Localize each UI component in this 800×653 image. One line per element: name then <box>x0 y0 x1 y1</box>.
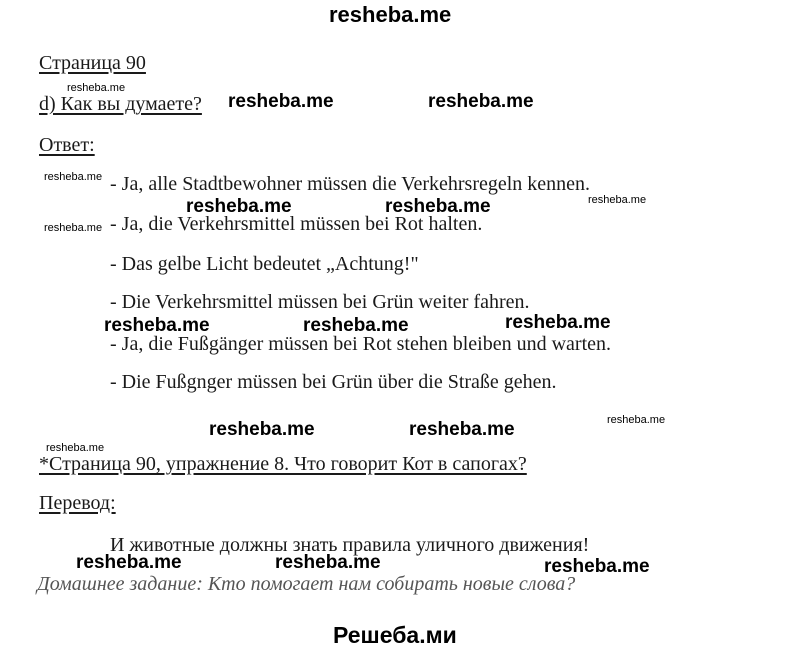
watermark-small: resheba.me <box>44 222 103 234</box>
watermark-big: resheba.me <box>76 552 182 573</box>
watermark-big: resheba.me <box>505 312 611 333</box>
watermark-big: resheba.me <box>228 91 334 112</box>
watermark-small: resheba.me <box>67 82 126 94</box>
watermark-small: resheba.me <box>44 171 103 183</box>
translation-label: Перевод: <box>39 492 116 514</box>
watermark-big: resheba.me <box>385 196 491 217</box>
watermark-big: resheba.me <box>275 552 381 573</box>
watermark-big: resheba.me <box>409 419 515 440</box>
watermark-small: resheba.me <box>607 414 666 426</box>
watermark-big: resheba.me <box>186 196 292 217</box>
watermark-small: resheba.me <box>46 442 105 454</box>
answer-line-4: - Die Verkehrsmittel müssen bei Grün weiter fahren. <box>110 291 530 313</box>
answer-label: Ответ: <box>39 134 95 156</box>
watermark-big: resheba.me <box>544 556 650 577</box>
answer-line-6: - Die Fußgnger müssen bei Grün über die Straße gehen. <box>110 371 557 393</box>
watermark-big: resheba.me <box>104 315 210 336</box>
question-heading: d) Как вы думаете? <box>39 93 202 115</box>
watermark-big: resheba.me <box>209 419 315 440</box>
exercise-heading: *Страница 90, упражнение 8. Что говорит Кот в сапогах? <box>39 453 527 475</box>
answer-line-1: - Ja, alle Stadtbewohner müssen die Verkehrsregeln kennen. <box>110 173 591 195</box>
homework-text: Домашнее задание: Кто помогает нам собирать новые слова? <box>37 573 576 595</box>
answer-line-3: - Das gelbe Licht bedeutet „Achtung!" <box>110 253 419 275</box>
watermark-big: resheba.me <box>303 315 409 336</box>
watermark-big: resheba.me <box>428 91 534 112</box>
watermark-small: resheba.me <box>588 194 647 206</box>
answer-line-5: - Ja, die Fußgänger müssen bei Rot stehen bleiben und warten. <box>110 333 611 355</box>
answer-line-2: - Ja, die Verkehrsmittel müssen bei Rot halten. <box>110 213 483 235</box>
translation-text: И животные должны знать правила уличного движения! <box>110 534 590 556</box>
site-title-top: resheba.me <box>329 2 452 27</box>
page-label: Страница 90 <box>39 52 146 74</box>
site-title-bottom: Решеба.ми <box>333 622 457 648</box>
